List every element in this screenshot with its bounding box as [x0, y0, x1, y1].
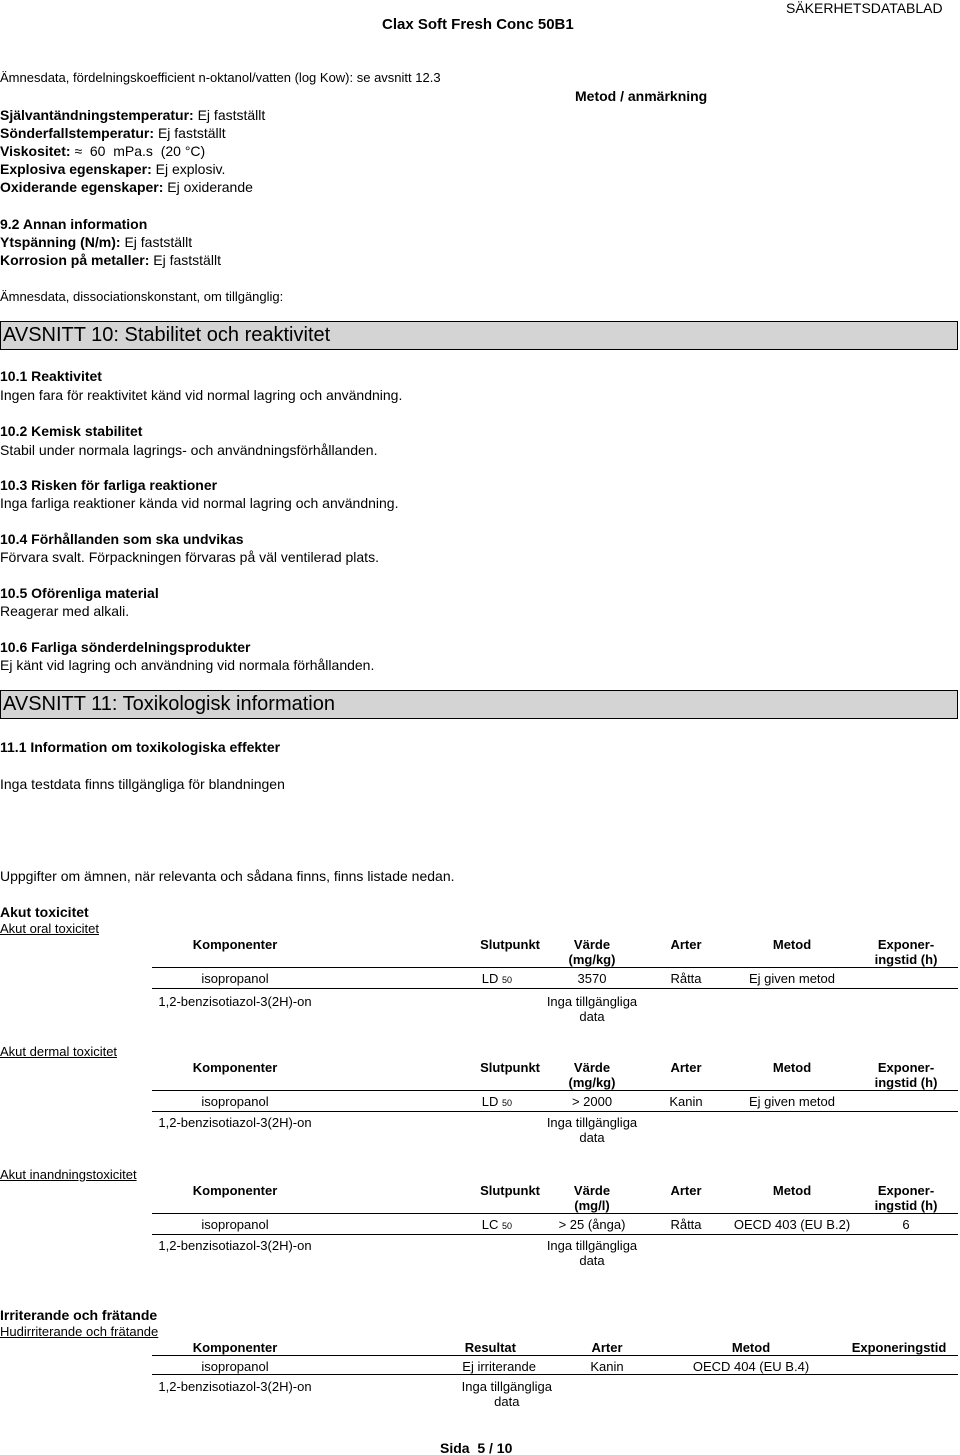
- cell-method: [662, 1375, 840, 1410]
- col-header: Exponer- ingstid (h): [874, 1060, 938, 1090]
- cell-method: Ej given metod: [749, 1094, 835, 1109]
- kow-line: Ämnesdata, fördelningskoefficient n-oktanol/vatten (log Kow): se avsnitt 12.3: [0, 70, 441, 85]
- oral-toxicity-title: Akut oral toxicitet: [0, 921, 99, 936]
- table-header-row: [152, 1340, 958, 1356]
- dermal-toxicity-title: Akut dermal toxicitet: [0, 1044, 118, 1059]
- cell-exposure: [854, 1091, 958, 1112]
- col-header: Komponenter: [192, 1183, 278, 1198]
- property-value: Ej explosiv.: [155, 161, 226, 177]
- property-value: Ej fastställt: [197, 107, 266, 123]
- subsection-text: Ingen fara för reaktivitet känd vid normal lagring och användning.: [0, 387, 403, 403]
- cell-component: isopropanol: [201, 971, 269, 986]
- subsection-title: 10.6 Farliga sönderdelningsprodukter: [0, 639, 251, 655]
- subsection-text: Reagerar med alkali.: [0, 603, 130, 619]
- table-row: [152, 1112, 958, 1146]
- property-value: Ej oxiderande: [167, 179, 253, 195]
- col-header: Arter: [591, 1340, 623, 1355]
- other-info-row: [0, 251, 221, 269]
- subsection-text: Stabil under normala lagrings- och användningsförhållanden.: [0, 442, 378, 458]
- table-header-row: [152, 1060, 958, 1091]
- col-header: Värde (mg/kg): [568, 1060, 616, 1090]
- col-header: Arter: [670, 1183, 702, 1198]
- inhalation-toxicity-table: [152, 1183, 958, 1268]
- table-row: [152, 989, 958, 1025]
- toxicology-effects-title: 11.1 Information om toxikologiska effekter: [0, 739, 281, 755]
- cell-endpoint: [318, 989, 542, 1025]
- table-row: [152, 1235, 958, 1269]
- cell-method: [730, 989, 854, 1025]
- section-10-title: AVSNITT 10: Stabilitet och reaktivitet: [0, 321, 958, 350]
- cell-species: [642, 1235, 730, 1269]
- cell-exposure: [840, 1356, 958, 1375]
- subsection-title: 10.1 Reaktivitet: [0, 368, 102, 384]
- col-header: Slutpunkt: [480, 1060, 540, 1075]
- cell-species: Råtta: [670, 1217, 702, 1232]
- cell-exposure: [854, 1235, 958, 1269]
- other-info-label: Ytspänning (N/m):: [0, 234, 121, 250]
- section-11-title: AVSNITT 11: Toxikologisk information: [0, 690, 958, 719]
- col-header: Värde (mg/kg): [568, 937, 616, 967]
- cell-value: 3570: [577, 971, 607, 986]
- cell-species: [642, 989, 730, 1025]
- cell-component: 1,2-benzisotiazol-3(2H)-on: [158, 1115, 312, 1130]
- subsection-title: 10.3 Risken för farliga reaktioner: [0, 477, 218, 493]
- cell-exposure: [854, 968, 958, 989]
- cell-method: Ej given metod: [749, 971, 835, 986]
- subsection-title: 10.5 Oförenliga material: [0, 585, 159, 601]
- cell-component: 1,2-benzisotiazol-3(2H)-on: [158, 1238, 312, 1253]
- property-label: Självantändningstemperatur:: [0, 107, 194, 123]
- cell-species: Kanin: [669, 1094, 703, 1109]
- cell-endpoint: LD 50: [481, 1094, 512, 1109]
- table-row: [152, 1375, 958, 1410]
- cell-endpoint: LD 50: [481, 971, 512, 986]
- col-header: Komponenter: [192, 1340, 278, 1355]
- cell-endpoint: [318, 1235, 542, 1269]
- cell-exposure: [854, 1112, 958, 1146]
- subsection-text: Inga farliga reaktioner kända vid normal lagring och användning.: [0, 495, 399, 511]
- property-row: [0, 106, 265, 124]
- col-header: Metod: [731, 1340, 771, 1355]
- other-info-row: [0, 233, 192, 251]
- subsection-title: 10.4 Förhållanden som ska undvikas: [0, 531, 244, 547]
- table-header-row: [152, 1183, 958, 1214]
- col-header: Resultat: [464, 1340, 516, 1355]
- cell-result: Ej irriterande: [462, 1359, 536, 1374]
- product-name: Clax Soft Fresh Conc 50B1: [382, 16, 574, 33]
- document-type: SÄKERHETSDATABLAD: [786, 0, 943, 16]
- col-header: Metod: [772, 937, 812, 952]
- acute-toxicity-title: Akut toxicitet: [0, 904, 89, 920]
- other-info-label: Korrosion på metaller:: [0, 252, 150, 268]
- col-header: Slutpunkt: [480, 937, 540, 952]
- cell-component: 1,2-benzisotiazol-3(2H)-on: [158, 1379, 312, 1394]
- property-row: [0, 124, 226, 142]
- table-row: [152, 1214, 958, 1235]
- cell-component: isopropanol: [201, 1094, 269, 1109]
- cell-value: Inga tillgängliga data: [546, 994, 638, 1024]
- inhalation-toxicity-title: Akut inandningstoxicitet: [0, 1167, 137, 1182]
- property-row: [0, 160, 225, 178]
- col-header: Metod: [772, 1183, 812, 1198]
- cell-species: Kanin: [590, 1359, 624, 1374]
- cell-species: Råtta: [670, 971, 702, 986]
- cell-component: isopropanol: [201, 1217, 269, 1232]
- cell-endpoint: [318, 1112, 542, 1146]
- cell-value: Inga tillgängliga data: [546, 1115, 638, 1145]
- oral-toxicity-table: [152, 937, 958, 1024]
- cell-species: [642, 1112, 730, 1146]
- property-label: Viskositet:: [0, 143, 71, 159]
- cell-value: > 25 (ånga): [558, 1217, 626, 1232]
- col-header: Komponenter: [192, 1060, 278, 1075]
- property-value: ≈ 60 mPa.s (20 °C): [74, 143, 206, 159]
- cell-method: [730, 1112, 854, 1146]
- other-info-value: Ej fastställt: [153, 252, 221, 268]
- cell-value: > 2000: [571, 1094, 613, 1109]
- cell-species: [552, 1375, 662, 1410]
- property-label: Explosiva egenskaper:: [0, 161, 152, 177]
- col-header: Arter: [670, 937, 702, 952]
- dissociation-line: Ämnesdata, dissociationskonstant, om tillgänglig:: [0, 289, 284, 304]
- subsection-text: Ej känt vid lagring och användning vid normala förhållanden.: [0, 657, 375, 673]
- col-header: Metod: [772, 1060, 812, 1075]
- cell-value: Inga tillgängliga data: [546, 1238, 638, 1268]
- cell-method: OECD 403 (EU B.2): [733, 1217, 851, 1232]
- cell-method: [730, 1235, 854, 1269]
- cell-result: Inga tillgängliga data: [461, 1379, 552, 1409]
- property-label: Sönderfallstemperatur:: [0, 125, 155, 141]
- property-value: Ej fastställt: [157, 125, 226, 141]
- table-row: [152, 1356, 958, 1375]
- col-header: Värde (mg/l): [573, 1183, 611, 1213]
- col-header: Exponer- ingstid (h): [874, 1183, 938, 1213]
- cell-component: 1,2-benzisotiazol-3(2H)-on: [158, 994, 312, 1009]
- skin-irritation-table: [152, 1340, 958, 1409]
- cell-endpoint: LC 50: [481, 1217, 512, 1232]
- property-label: Oxiderande egenskaper:: [0, 179, 164, 195]
- col-header: Exponeringstid: [851, 1340, 947, 1355]
- irritation-title: Irriterande och frätande: [0, 1307, 158, 1323]
- subsection-title: 10.2 Kemisk stabilitet: [0, 423, 143, 439]
- table-row: [152, 968, 958, 989]
- dermal-toxicity-table: [152, 1060, 958, 1145]
- property-row: [0, 142, 205, 160]
- cell-method: OECD 404 (EU B.4): [692, 1359, 810, 1374]
- col-header: Komponenter: [192, 937, 278, 952]
- cell-exposure: [840, 1375, 958, 1410]
- col-header: Exponer- ingstid (h): [874, 937, 938, 967]
- col-header: Slutpunkt: [480, 1183, 540, 1198]
- cell-component: isopropanol: [201, 1359, 269, 1374]
- skin-irritation-title: Hudirriterande och frätande: [0, 1324, 159, 1339]
- table-row: [152, 1091, 958, 1112]
- table-header-row: [152, 937, 958, 968]
- cell-exposure: 6: [902, 1217, 910, 1232]
- subsection-text: Förvara svalt. Förpackningen förvaras på väl ventilerad plats.: [0, 549, 379, 565]
- no-test-data-note: Inga testdata finns tillgängliga för blandningen: [0, 776, 285, 792]
- other-info-value: Ej fastställt: [124, 234, 193, 250]
- col-header: Arter: [670, 1060, 702, 1075]
- page-number: Sida 5 / 10: [440, 1440, 513, 1455]
- property-row: [0, 178, 253, 196]
- cell-exposure: [854, 989, 958, 1025]
- components-note: Uppgifter om ämnen, när relevanta och sådana finns, finns listade nedan.: [0, 868, 455, 884]
- method-header: Metod / anmärkning: [575, 88, 708, 104]
- other-info-title: 9.2 Annan information: [0, 216, 148, 232]
